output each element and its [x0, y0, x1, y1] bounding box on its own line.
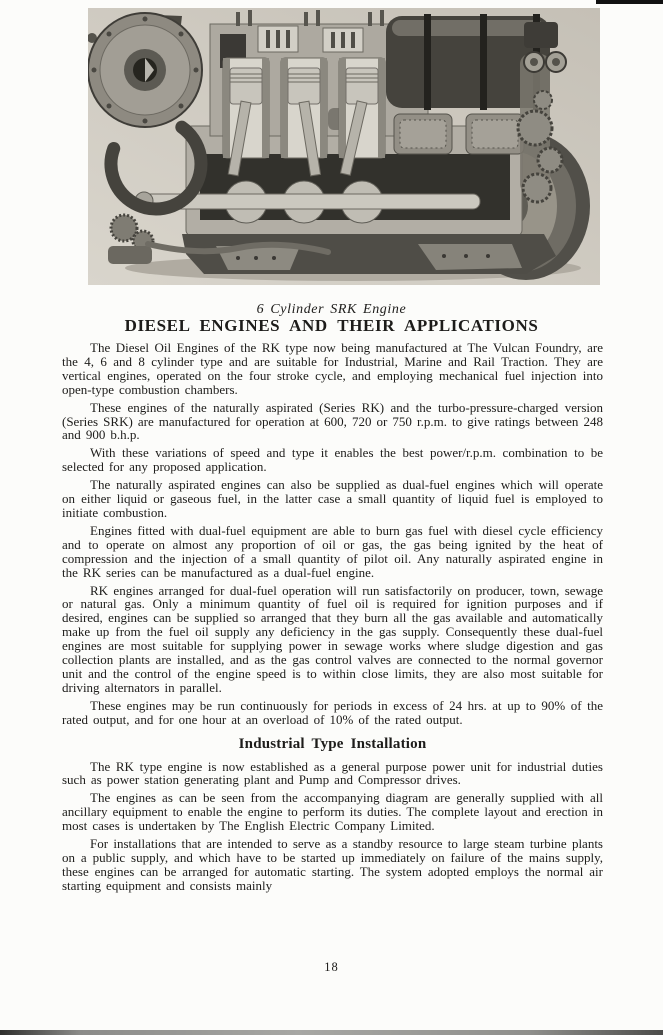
- body-text: [62, 341, 603, 897]
- section-heading: Industrial Type Installation: [238, 735, 427, 752]
- scan-artifact-bottom: [0, 1030, 663, 1035]
- paragraph: For installations that are intended to serve as a standby resource to large steam turbine plants on a public supply, and which have to be started up immediately on failure of the mains supply, these engines can be arranged for automatic starting. The system adopted employs the normal air starting equipment and consists mainly: [62, 836, 603, 893]
- scan-artifact-top: [596, 0, 663, 4]
- engine-figure: [88, 8, 600, 285]
- page-number: 18: [324, 960, 339, 974]
- paragraph: These engines of the naturally aspirated (Series RK) and the turbo-pressure-charged version (Series SRK) are manufactured for operation at 600, 720 or 750 r.p.m. to give ratings between 248 and 900 b.h.p.: [62, 399, 603, 443]
- figure-caption: 6 Cylinder SRK Engine: [256, 302, 407, 317]
- pistons-and-liners: [223, 58, 385, 176]
- engine-cutaway-image: [88, 8, 600, 285]
- paragraph: The Diesel Oil Engines of the RK type now being manufactured at The Vulcan Foundry, are the 4, 6 and 8 cylinder type and are suitable for Industrial, Marine and Rail Traction. They are vertical engines, operated on the four stroke cycle, and employing mechanical fuel injection into open-type combustion chambers.: [62, 340, 603, 397]
- crankshaft-pulley: [88, 13, 202, 127]
- paragraph: RK engines arranged for dual-fuel operation will run satisfactorily on producer, town, sewage or natural gas. Only a minimum quantity of fuel oil is required for ignition purposes and if desired, engines can be supplied so arranged that they burn all the gas available and automatically make up from the fuel oil supply any deficiency in the gas supply. Consequently these dual-fuel engines are most suitable for supplying power in sewage works where sludge digestion and gas collection plants are installed, and as the gas control valves are connected to the normal governor unit and the control of the engine speed is to within close limits, they are also most suitable for driving alternators in parallel.: [62, 582, 603, 695]
- paragraph: The naturally aspirated engines can also be supplied as dual-fuel engines which will operate on either liquid or gaseous fuel, in the latter case a small quantity of liquid fuel is employed to initiate combustion.: [62, 477, 603, 520]
- paragraph: The engines as can be seen from the accompanying diagram are generally supplied with all ancillary equipment to enable the engine to perform its duties. The complete layout and erection in most cases is undertaken by The English Electric Company Limited.: [62, 790, 603, 834]
- engine-base: [182, 234, 556, 274]
- paragraph: The RK type engine is now established as a general purpose power unit for industrial duties such as power station generating plant and Pump and Compressor drives.: [62, 758, 603, 788]
- paragraph: These engines may be run continuously for periods in excess of 24 hrs. at up to 90% of the rated output, and for one hour at an overload of 10% of the rated output.: [62, 697, 603, 727]
- page-title: DIESEL ENGINES AND THEIR APPLICATIONS: [124, 316, 539, 335]
- paragraph: With these variations of speed and type it enables the best power/r.p.m. combination to be selected for any proposed application.: [62, 445, 603, 475]
- paragraph: Engines fitted with dual-fuel equipment are able to burn gas fuel with diesel cycle efficiency and to operate on almost any proportion of oil or gas, the gas being ignited by the heat of compression and the injection of a small quantity of pilot oil. Any naturally aspirated engine in the RK series can be manufactured as a dual-fuel engine.: [62, 522, 603, 580]
